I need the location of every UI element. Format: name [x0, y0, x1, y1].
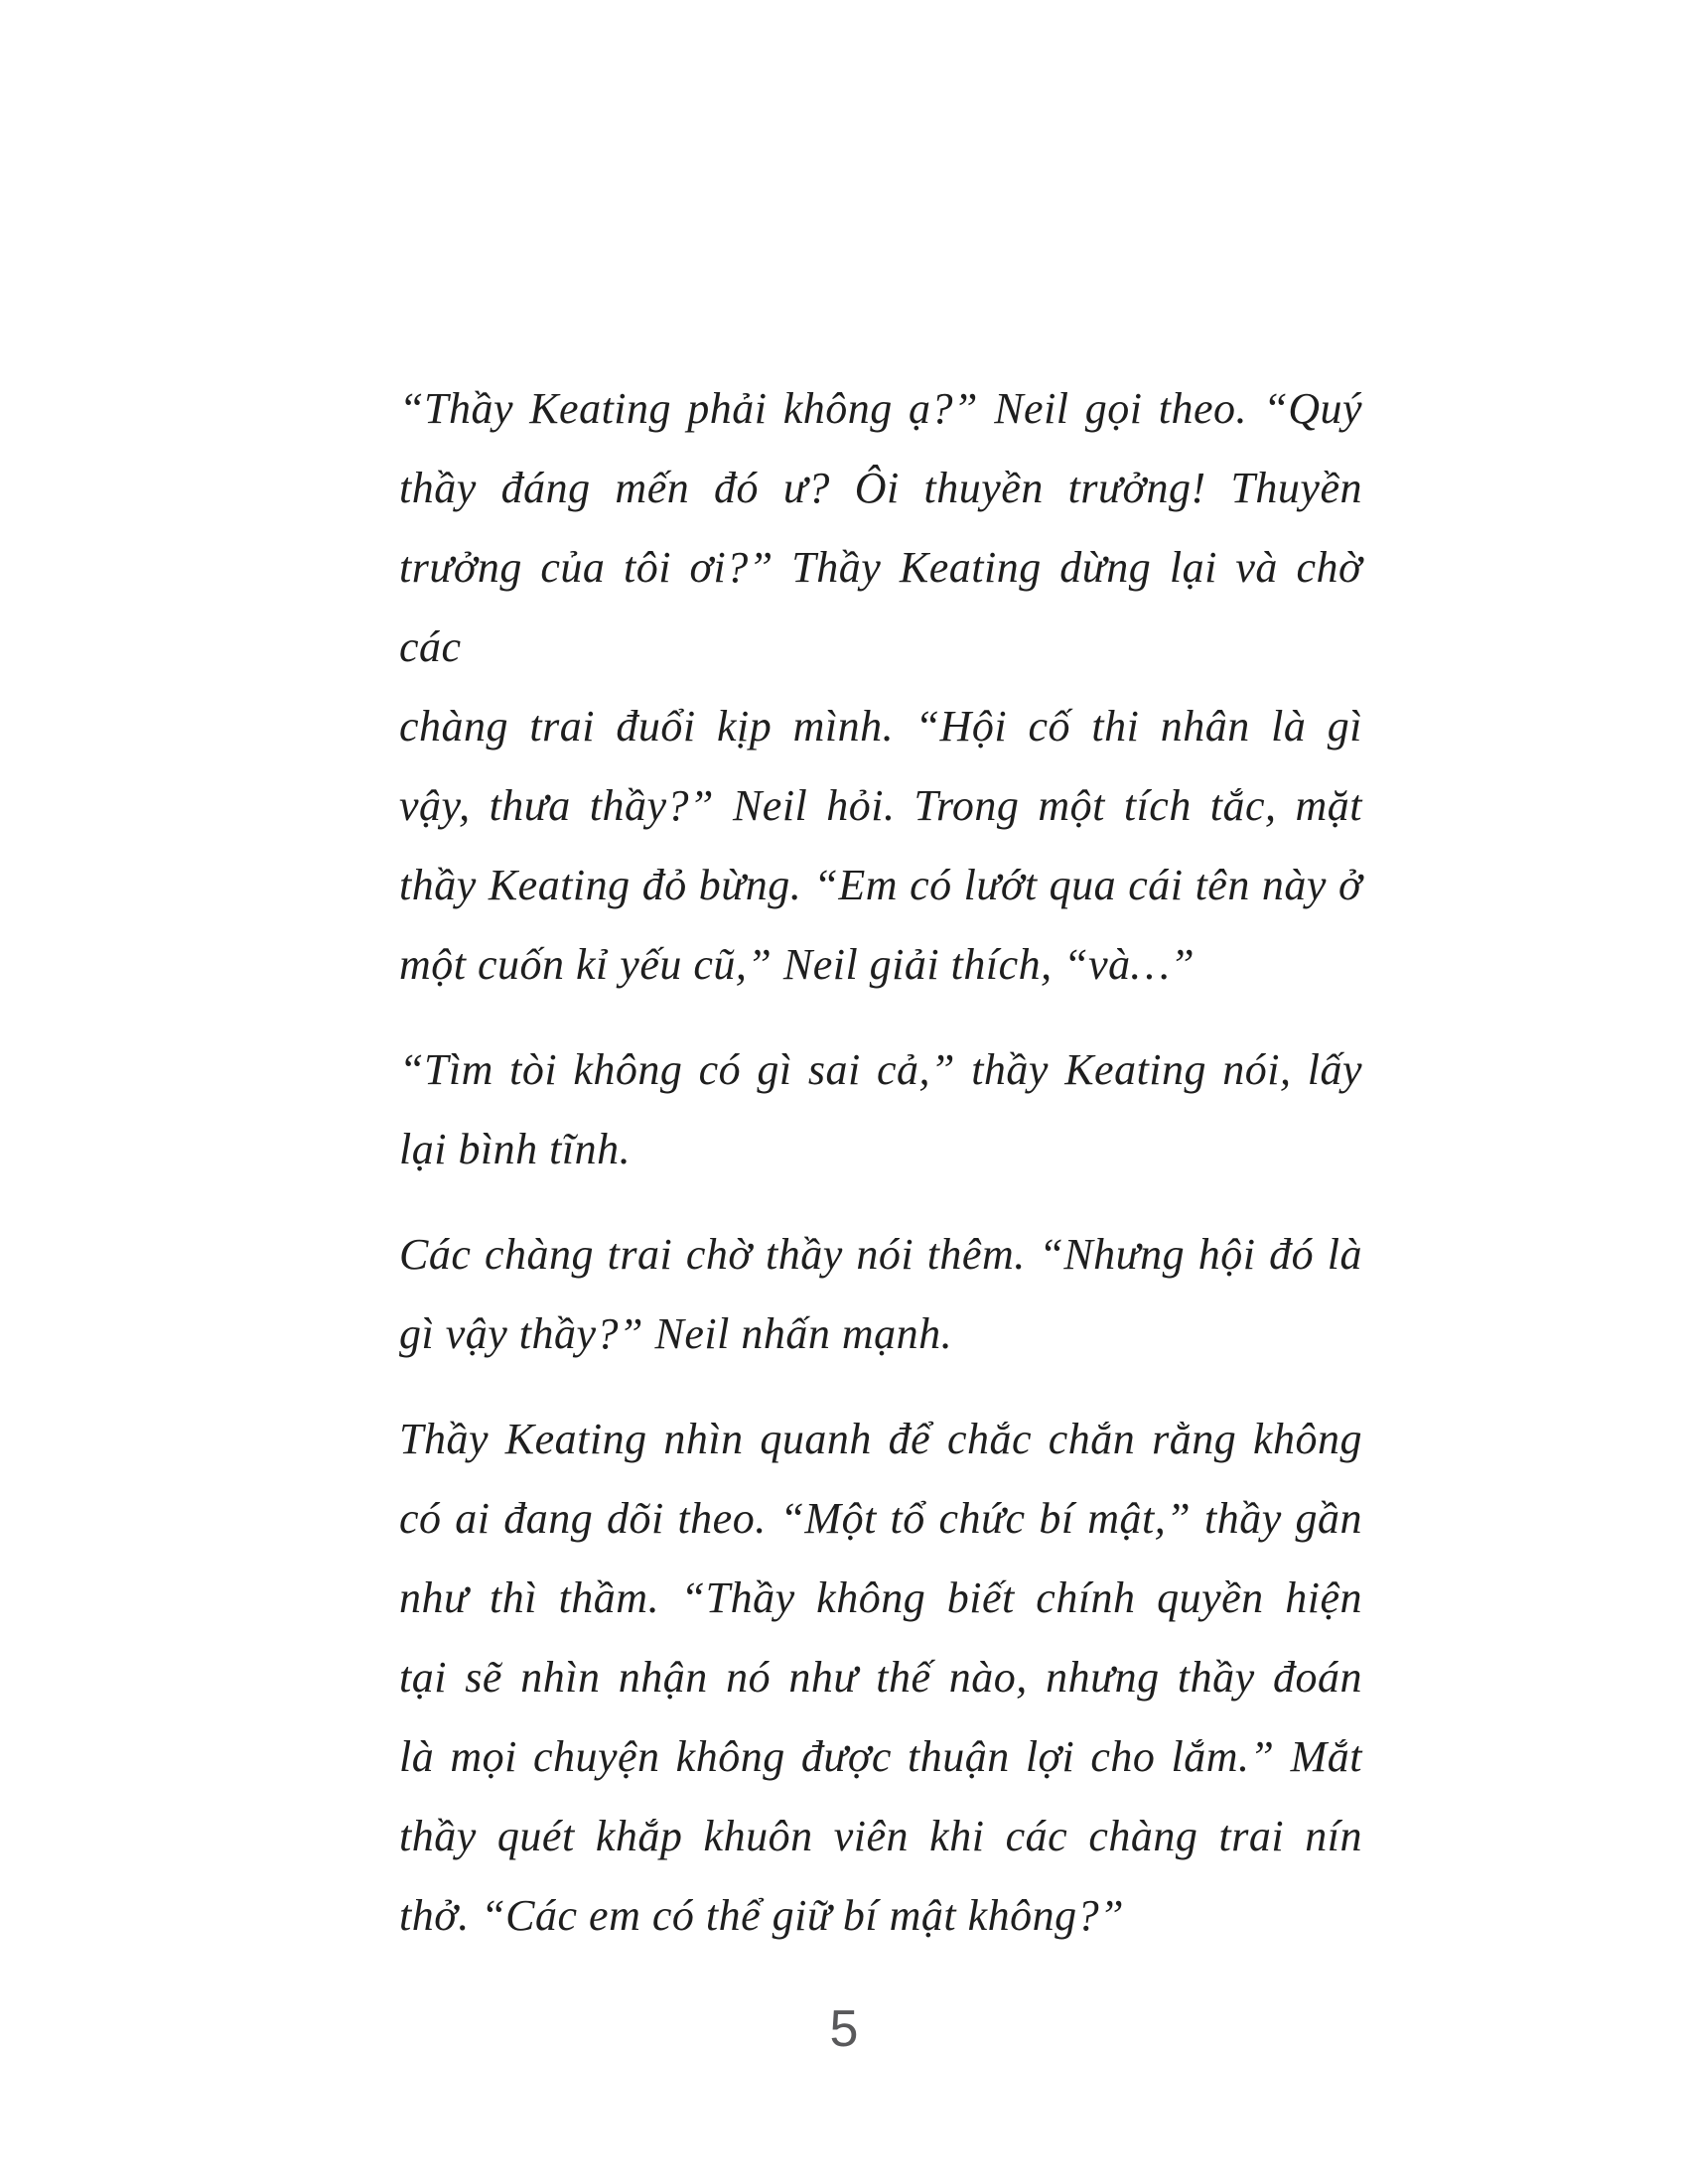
text-line: như thì thầm. “Thầy không biết chính quyền hiện — [399, 1573, 1362, 1622]
text-line: thầy đáng mến đó ư? Ôi thuyền trưởng! Thuyền — [399, 464, 1362, 512]
text-line: là mọi chuyện không được thuận lợi cho lắm.” Mắt — [399, 1732, 1362, 1781]
text-line: lại bình tĩnh. — [399, 1125, 632, 1173]
text-line: chàng trai đuổi kịp mình. “Hội cố thi nhân là gì — [399, 702, 1362, 751]
text-line: Thầy Keating nhìn quanh để chắc chắn rằng không — [399, 1415, 1362, 1463]
text-line: trưởng của tôi ơi?” Thầy Keating dừng lại và chờ các — [399, 543, 1362, 671]
text-line: “Tìm tòi không có gì sai cả,” thầy Keating nói, lấy — [399, 1045, 1362, 1094]
paragraph — [399, 1215, 1362, 1374]
text-line: vậy, thưa thầy?” Neil hỏi. Trong một tích tắc, mặt — [399, 781, 1362, 830]
paragraph — [399, 1400, 1362, 1956]
text-line: thầy Keating đỏ bừng. “Em có lướt qua cái tên này ở — [399, 861, 1362, 909]
text-line: có ai đang dõi theo. “Một tổ chức bí mật,” thầy gần — [399, 1494, 1362, 1543]
page-number: 5 — [829, 2000, 859, 2058]
text-line: gì vậy thầy?” Neil nhấn mạnh. — [399, 1309, 953, 1358]
paragraph — [399, 369, 1362, 1005]
text-line: “Thầy Keating phải không ạ?” Neil gọi theo. “Quý — [399, 384, 1362, 433]
text-line: thở. “Các em có thể giữ bí mật không?” — [399, 1891, 1125, 1940]
paragraph — [399, 1030, 1362, 1189]
text-line: thầy quét khắp khuôn viên khi các chàng trai nín — [399, 1812, 1362, 1860]
text-line: một cuốn kỉ yếu cũ,” Neil giải thích, “và…” — [399, 940, 1196, 989]
text-line: Các chàng trai chờ thầy nói thêm. “Nhưng hội đó là — [399, 1230, 1362, 1279]
body-text — [399, 369, 1362, 1981]
text-line: tại sẽ nhìn nhận nó như thế nào, nhưng thầy đoán — [399, 1653, 1362, 1702]
